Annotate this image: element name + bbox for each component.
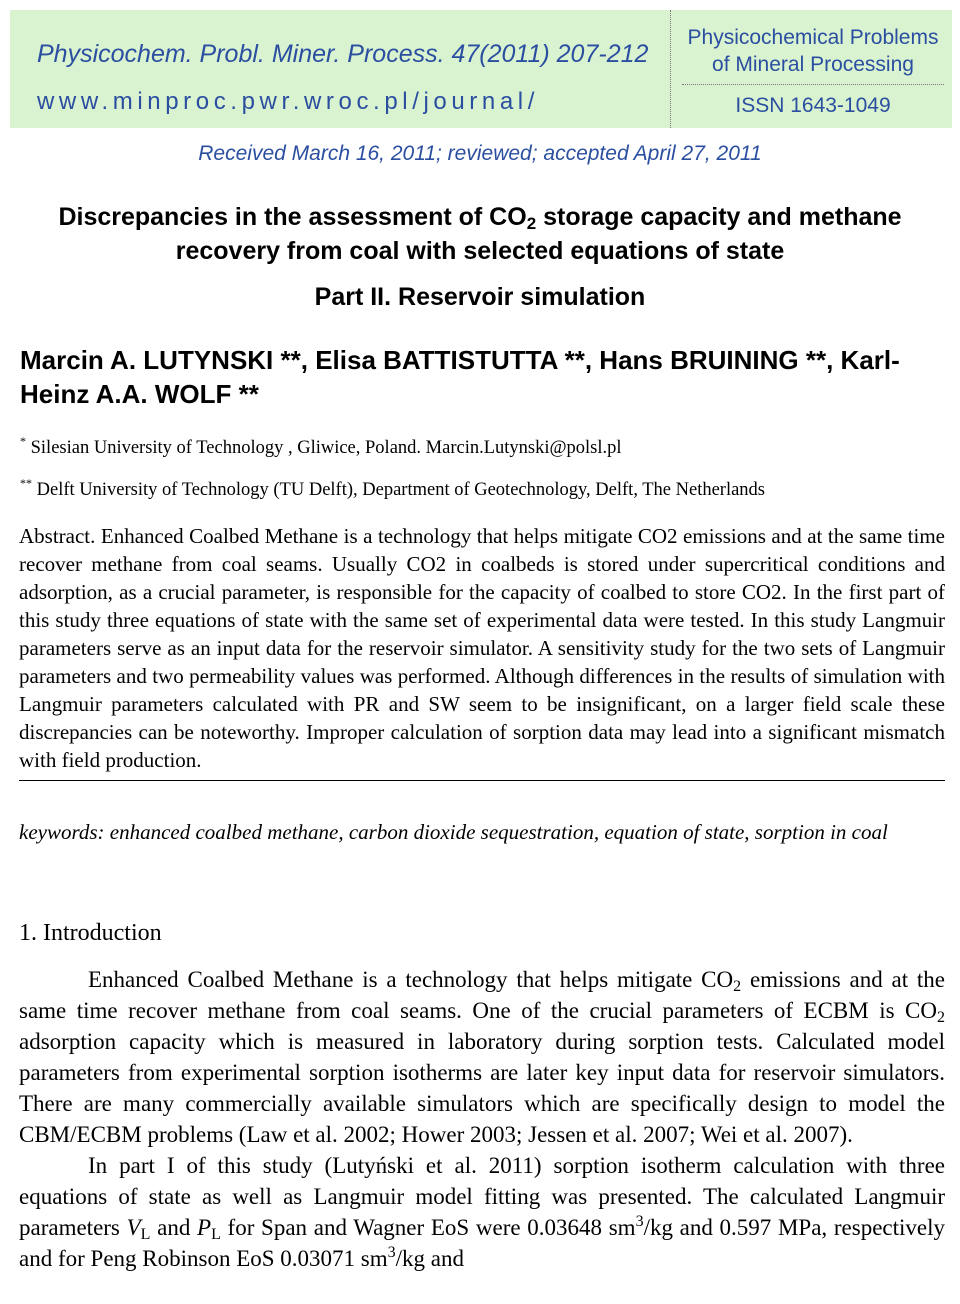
- author-list: Marcin A. LUTYNSKI **, Elisa BATTISTUTTA **, Hans BRUINING **, Karl-Heinz A.A. WOLF **: [20, 345, 900, 409]
- keywords: keywords: enhanced coalbed methane, carbon dioxide sequestration, equation of state, sorption in coal: [19, 820, 888, 844]
- header-divider: [670, 10, 672, 128]
- p1-sub-1: 2: [733, 978, 742, 995]
- p2-text-and: and: [150, 1215, 198, 1240]
- title-part1: Discrepancies in the assessment of CO: [58, 203, 527, 231]
- abstract: Abstract. Enhanced Coalbed Methane is a technology that helps mitigate CO2 emissions and at the same time recover methane from coal seams. Usually CO2 in coalbeds is stored under supercritical conditions and adsorption, as a crucial parameter, is responsible for the capacity of coalbed to store CO2. In the first part of this study three equations of state with the same set of experimental data were tested. In this study Langmuir parameters serve as an input data for the reservoir simulator. A sensitivity study for the two sets of Langmuir parameters and two permeability values was performed. Although differences in the results of simulation with Langmuir parameters calculated with PR and SW seem to be insignificant, on a larger field scale these discrepancies can be noteworthy. Improper calculation of sorption data may lead into a significant mismatch with field production.: [19, 522, 945, 781]
- p2-symbol-v: V: [126, 1215, 141, 1240]
- p2-symbol-p: P: [197, 1215, 212, 1240]
- p2-symbol-p-sub: L: [211, 1226, 221, 1243]
- p1-sub-2: 2: [937, 1009, 945, 1026]
- p2-sup-1: 3: [635, 1213, 644, 1230]
- journal-issn: ISSN 1643-1049: [735, 94, 891, 117]
- title-subscript: 2: [526, 214, 537, 233]
- received-dates: Received March 16, 2011; reviewed; accepted April 27, 2011: [198, 142, 762, 165]
- p2-text-b: for Span and Wagner EoS were 0.03648 sm: [220, 1215, 636, 1240]
- section-heading-introduction: 1. Introduction: [19, 920, 162, 946]
- intro-paragraph-1: [19, 964, 945, 1150]
- journal-name-line1: Physicochemical Problems: [687, 26, 939, 49]
- affiliation-1-mark: *: [20, 434, 26, 448]
- p1-text-c: adsorption capacity which is measured in laboratory during sorption tests. Calculated model parameters from experimental sorption isotherms are later key input data for reservoir simulators. There are many commercially available simulators which are specifically design to model the CBM/ECBM problems (Law et al. 2002; Hower 2003; Jessen et al. 2007; Wei et al. 2007).: [19, 1029, 945, 1147]
- title-part2: storage capacity and methane recovery from coal with selected equations of state: [175, 203, 902, 265]
- affiliation-2-text: Delft University of Technology (TU Delft), Department of Geotechnology, Delft, The Netherlands: [36, 480, 766, 500]
- intro-paragraph-2: [19, 1150, 945, 1274]
- p2-text-d: /kg and: [395, 1246, 464, 1271]
- p2-sup-2: 3: [387, 1244, 396, 1261]
- introduction-body: [19, 964, 945, 1274]
- header-separator: [682, 84, 944, 85]
- header-left-panel: [22, 10, 667, 128]
- p1-text-b: emissions and at the same time recover methane from coal seams. One of the crucial parameters of ECBM is CO: [19, 967, 945, 1023]
- journal-citation: Physicochem. Probl. Miner. Process. 47(2011) 207-212: [37, 40, 649, 68]
- journal-name-line2: of Mineral Processing: [712, 53, 914, 76]
- journal-header: [10, 10, 952, 128]
- paper-subtitle: Part II. Reservoir simulation: [314, 283, 646, 311]
- p2-text-a: In part I of this study (Lutyński et al. 2011) sorption isotherm calculation with three equations of state as well as Langmuir model fitting was presented. The calculated Langmuir parameters: [19, 1153, 945, 1240]
- header-right-panel: [674, 10, 952, 128]
- paper-title: [20, 200, 940, 268]
- p2-symbol-v-sub: L: [140, 1226, 151, 1243]
- p2-text-c: /kg and 0.597 MPa, respectively and for Peng Robinson EoS 0.03071 sm: [19, 1215, 945, 1271]
- affiliation-2: [20, 476, 945, 501]
- affiliation-2-mark: **: [20, 476, 32, 490]
- affiliation-1: [20, 434, 945, 459]
- journal-url[interactable]: www.minproc.pwr.wroc.pl/journal/: [37, 88, 539, 115]
- p1-text-a: Enhanced Coalbed Methane is a technology that helps mitigate CO: [88, 967, 734, 992]
- affiliation-1-text: Silesian University of Technology , Gliwice, Poland. Marcin.Lutynski@polsl.pl: [30, 438, 622, 458]
